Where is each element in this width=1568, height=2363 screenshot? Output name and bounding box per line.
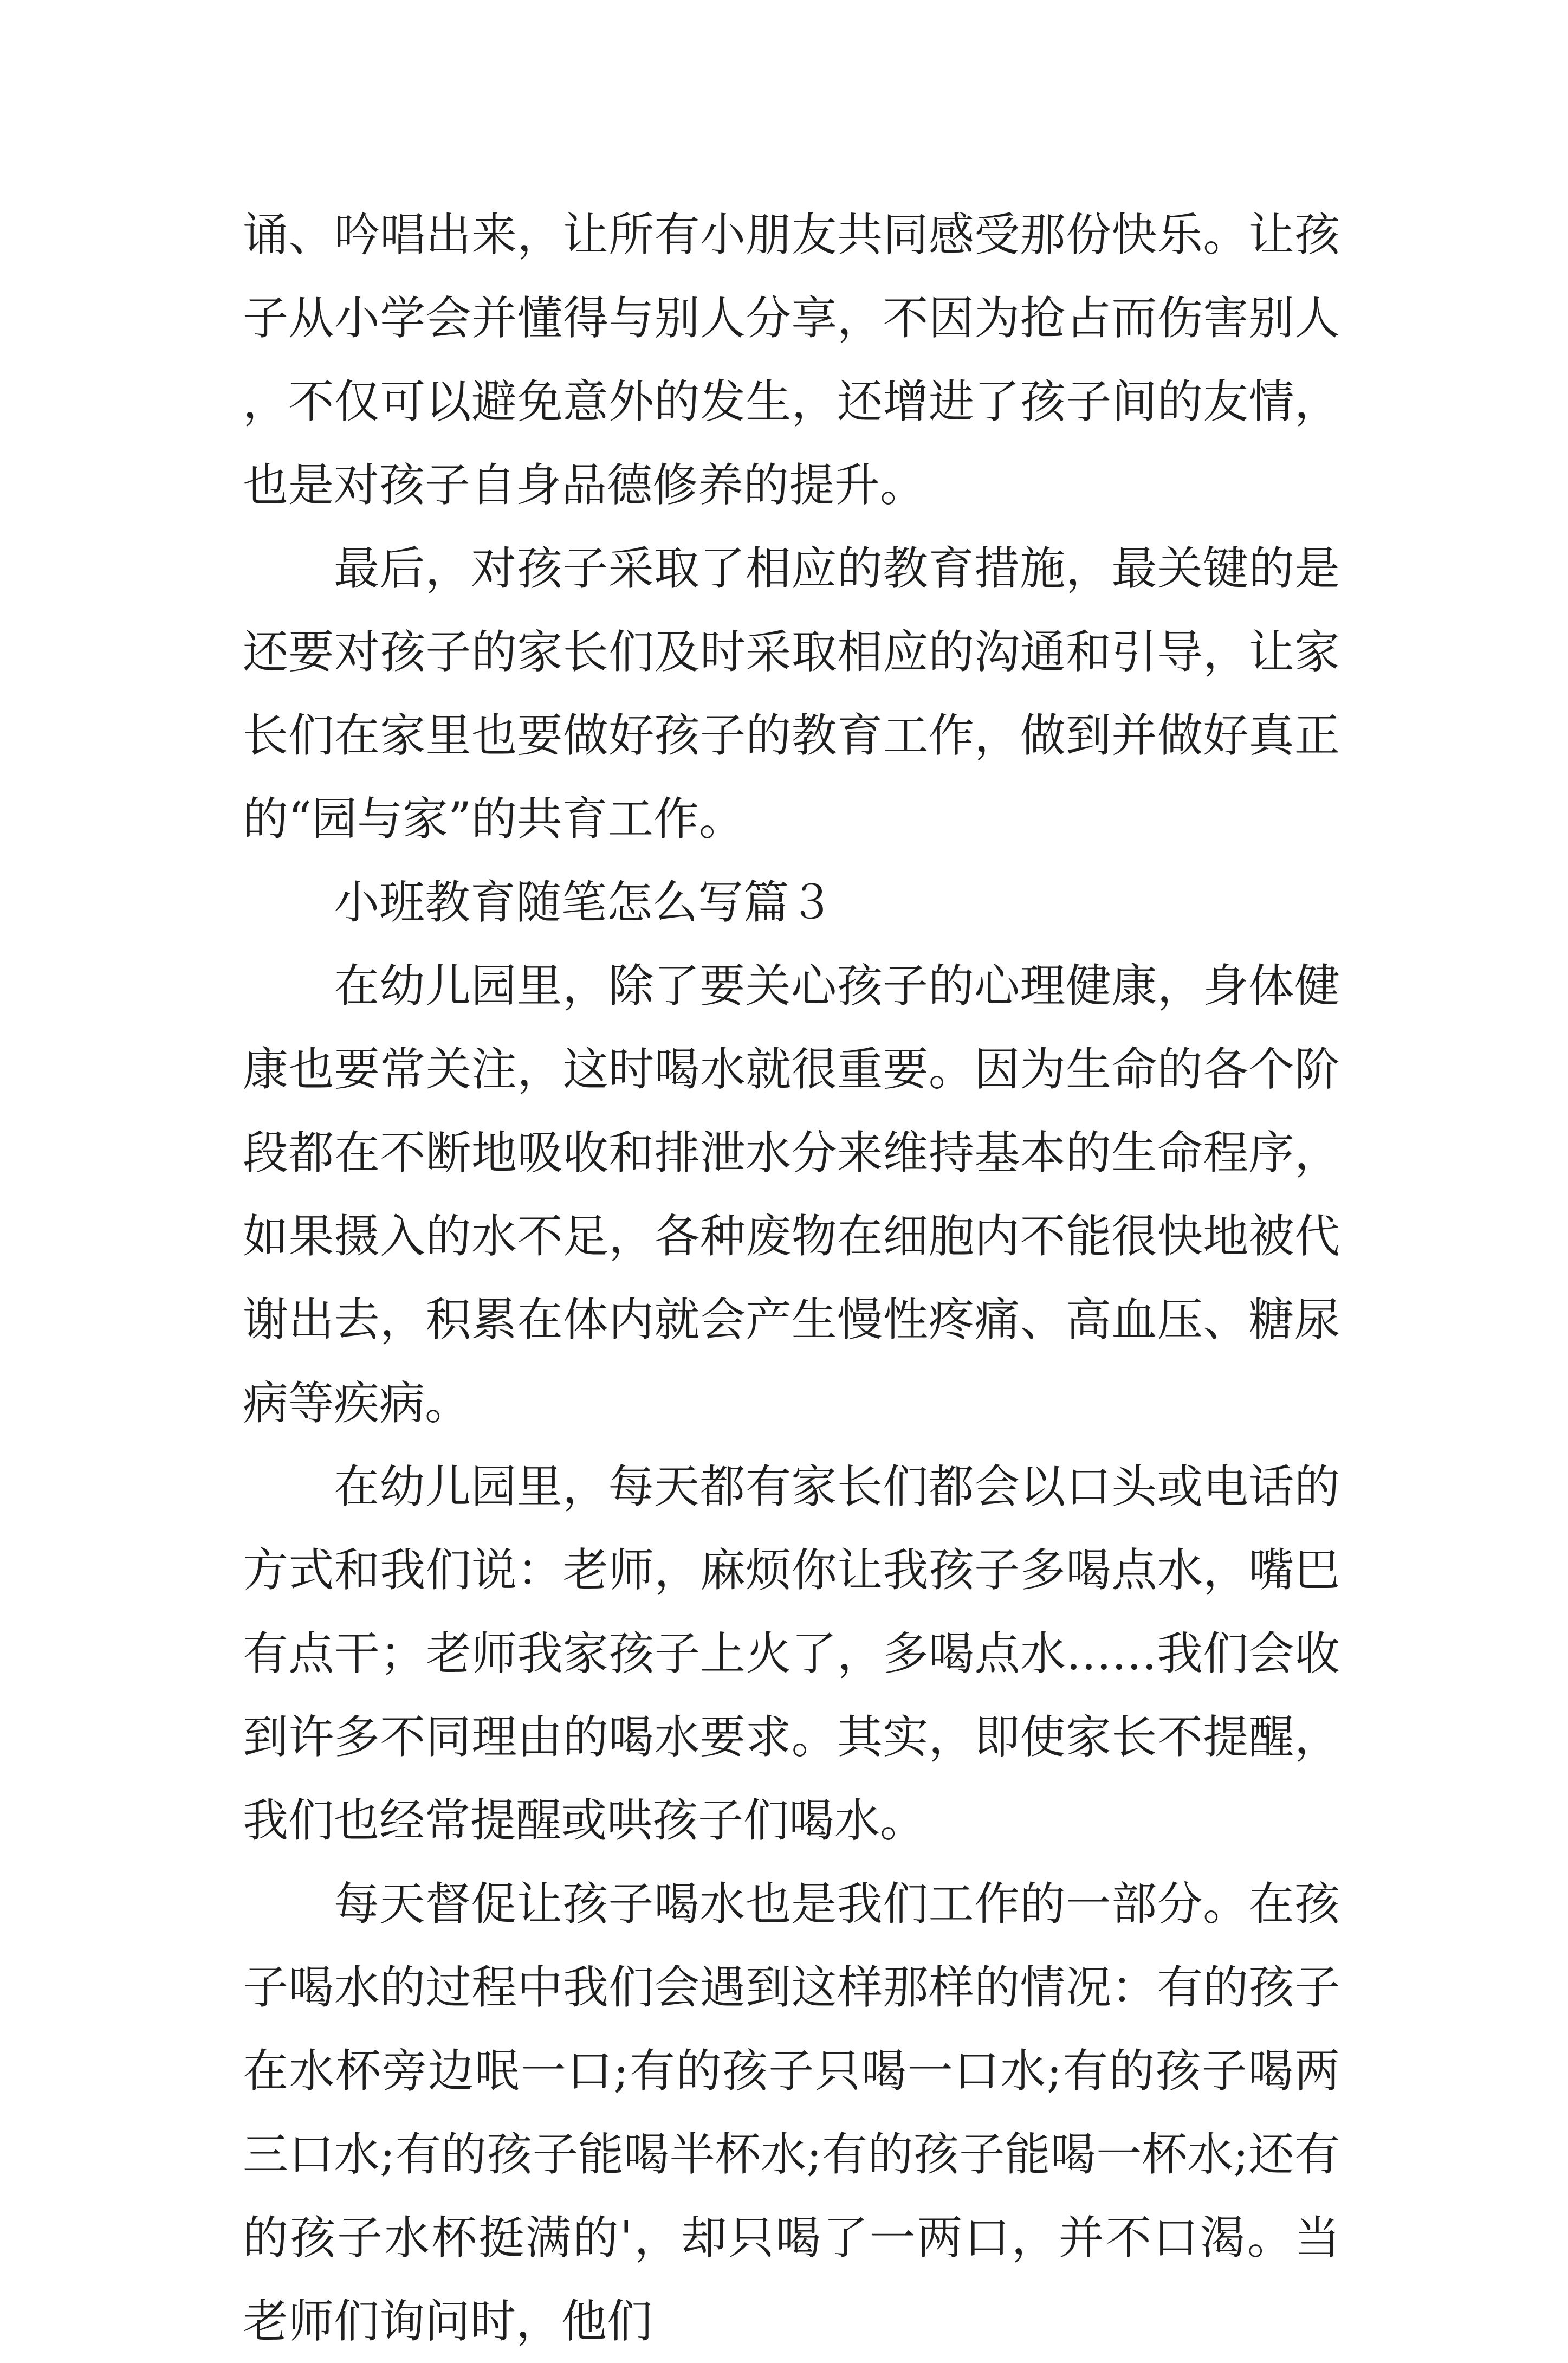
paragraph-parent-communication: 最后，对孩子采取了相应的教育措施，最关键的是还要对孩子的家长们及时采取相应的沟通和引导，让家长们在家里也要做好孩子的教育工作，做到并做好真正的“园与家”的共育工作。 [243,542,1340,845]
paragraph-continuation: 诵、吟唱出来，让所有小朋友共同感受那份快乐。让孩子从小学会并懂得与别人分享，不因为抢占而伤害别人，不仅可以避免意外的发生，还增进了孩子间的友情，也是对孩子自身品德修养的提升。 [243,208,1340,512]
document-body [243,193,1340,2363]
paragraph-daily-supervision: 每天督促让孩子喝水也是我们工作的一部分。在孩子喝水的过程中我们会遇到这样那样的情况：有的孩子在水杯旁边呡一口;有的孩子只喝一口水;有的孩子喝两三口水;有的孩子能喝半杯水;有的孩子能喝一杯水;还有的孩子水杯挺满的'，却只喝了一两口，并不口渴。当老师们询问时，他们 [243,1877,1340,2348]
paragraph-parent-requests: 在幼儿园里，每天都有家长们都会以口头或电话的方式和我们说：老师，麻烦你让我孩子多喝点水，嘴巴有点干；老师我家孩子上火了，多喝点水……我们会收到许多不同理由的喝水要求。其实，即使家长不提醒，我们也经常提醒或哄孩子们喝水。 [243,1460,1340,1847]
section-heading: 小班教育随笔怎么写篇３ [334,876,835,929]
paragraph-drinking-water-health: 在幼儿园里，除了要关心孩子的心理健康，身体健康也要常关注，这时喝水就很重要。因为生命的各个阶段都在不断地吸收和排泄水分来维持基本的生命程序，如果摄入的水不足，各种废物在细胞内不能很快地被代谢出去，积累在体内就会产生慢性疼痛、高血压、糖尿病等疾病。 [243,959,1340,1430]
